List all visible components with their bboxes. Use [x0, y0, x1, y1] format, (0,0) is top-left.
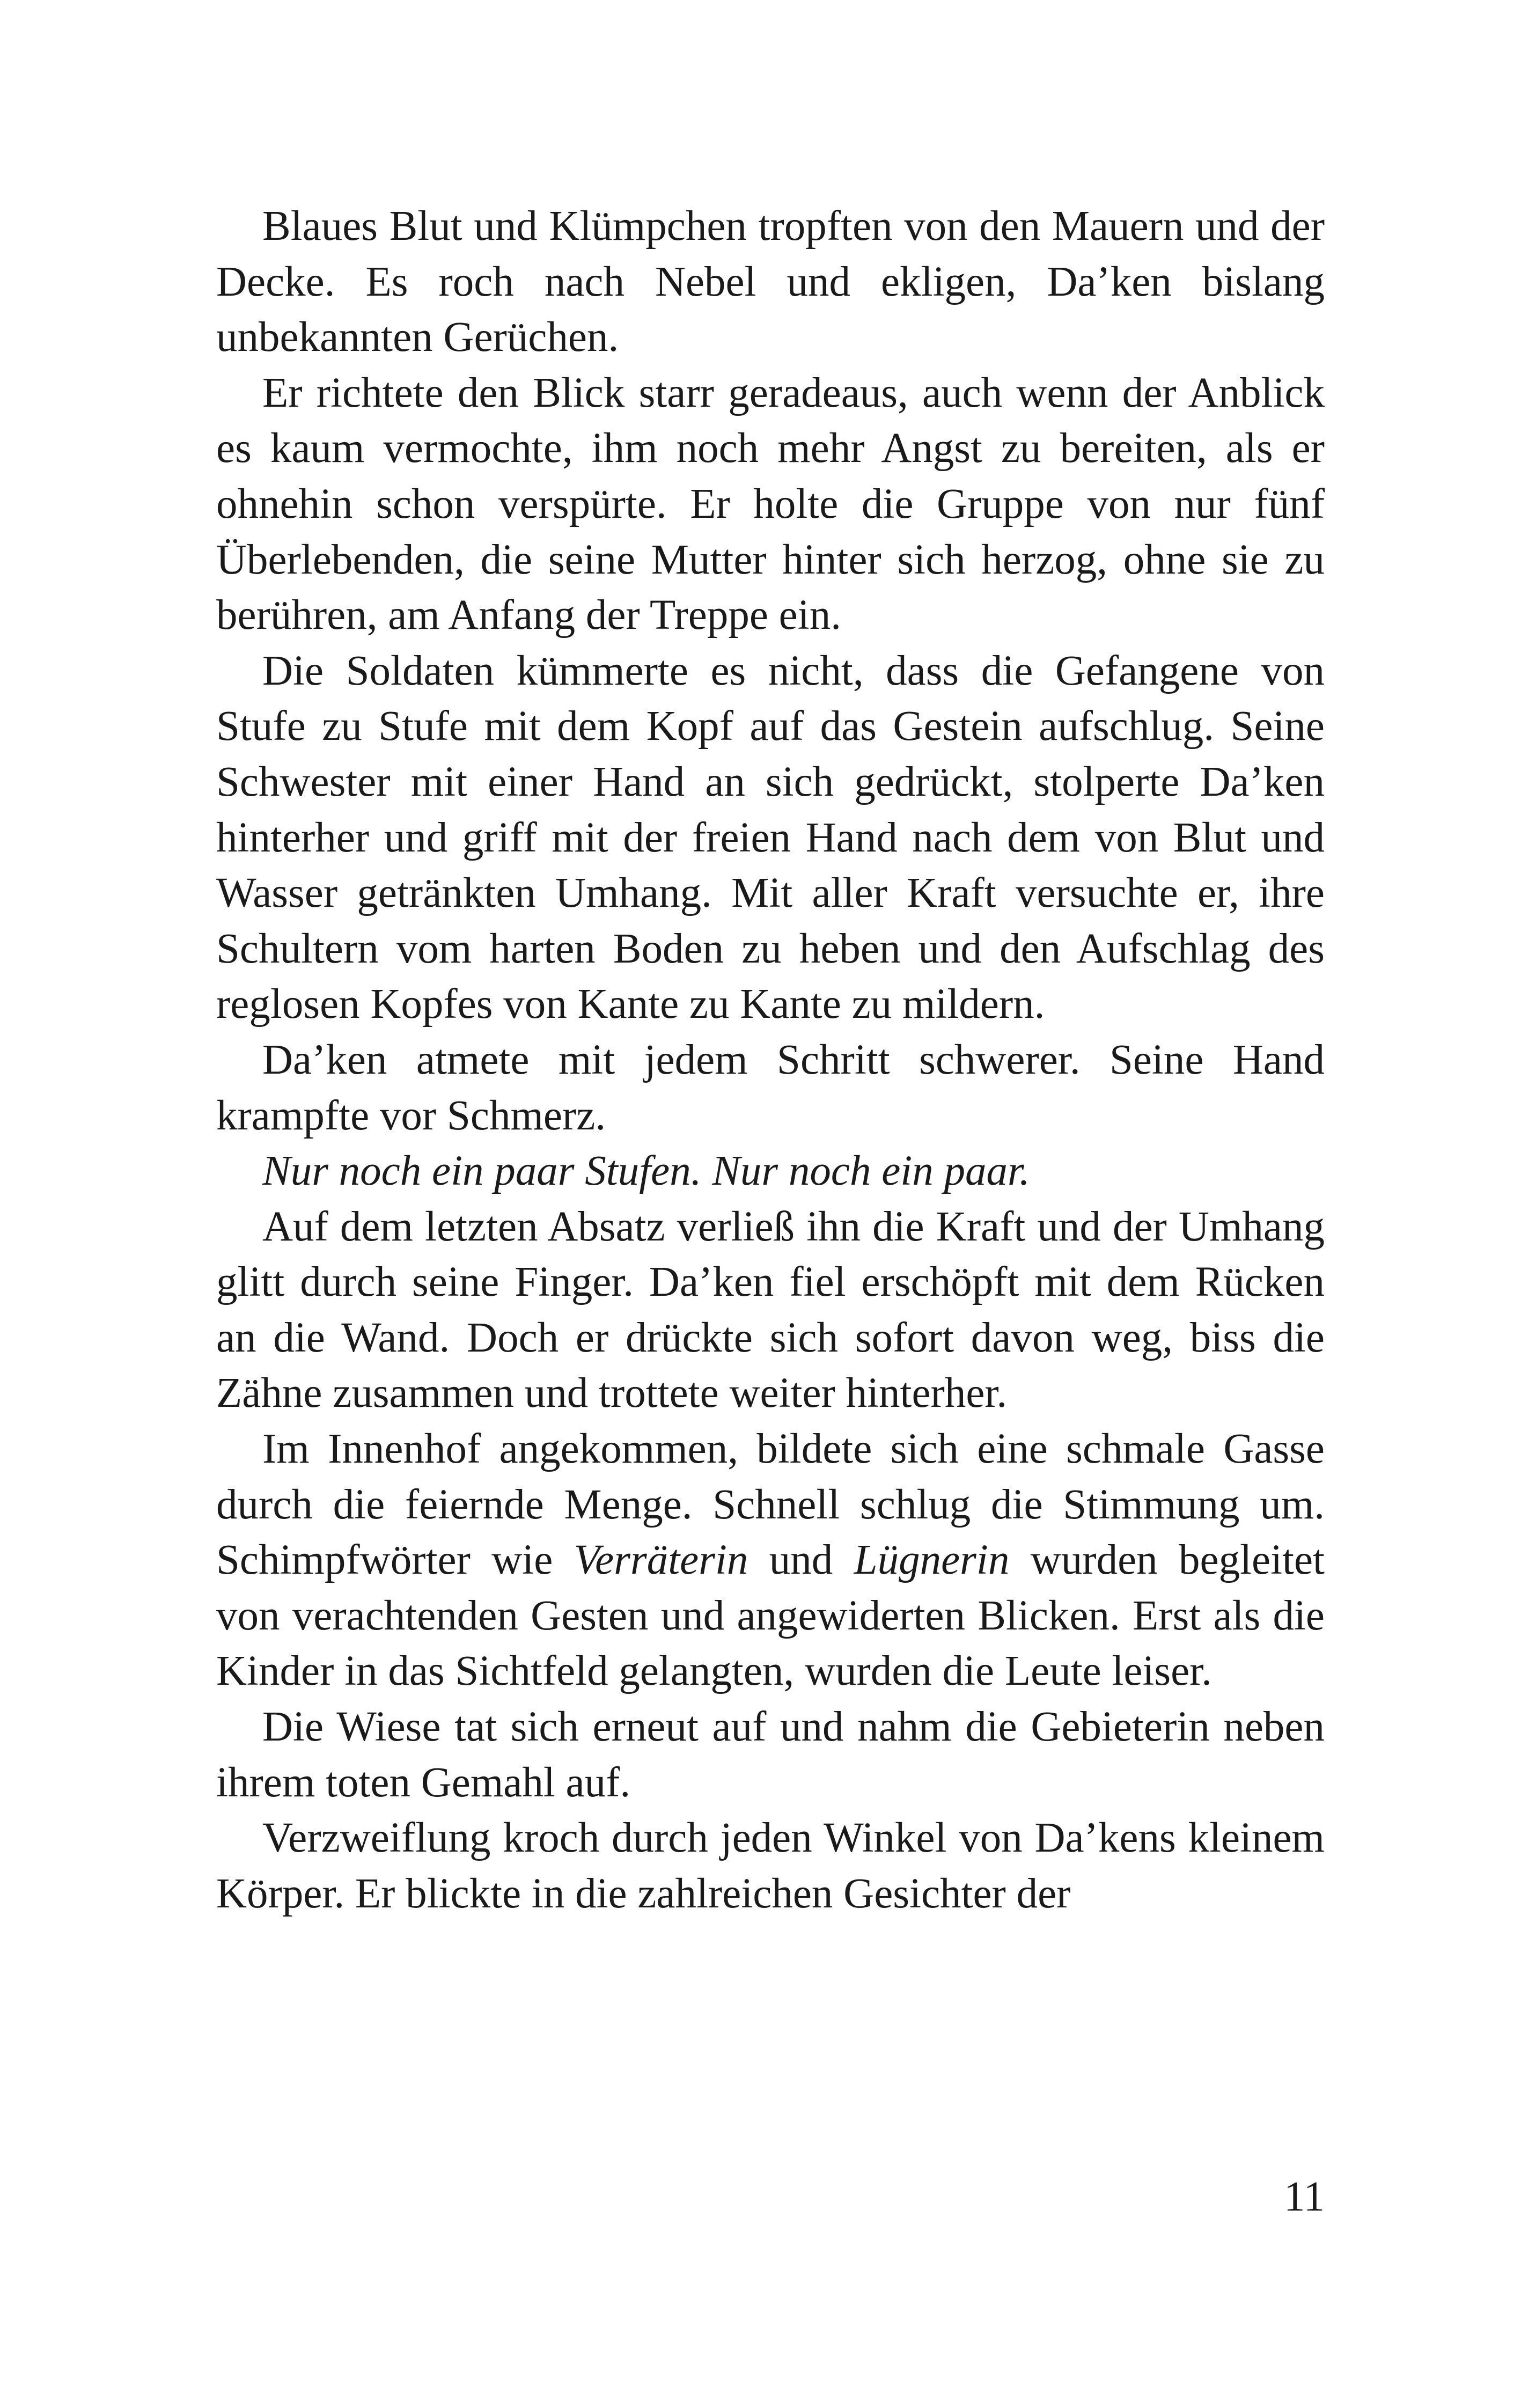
paragraph-7	[216, 1421, 1325, 1699]
paragraph-7-emphasis-verraeterin: Verräterin	[574, 1537, 748, 1584]
paragraph-5-italic-thought: Nur noch ein paar Stufen. Nur noch ein paar.	[262, 1148, 1030, 1195]
paragraph-7-emphasis-luegnerin: Lügnerin	[854, 1537, 1010, 1584]
paragraph-6: Auf dem letzten Absatz verließ ihn die Kraft und der Umhang glitt durch seine Finger. Da’ken fiel erschöpft mit dem Rücken an die Wand. Doch er drückte sich sofort davon weg, biss die Zähne zusammen und trottete weiter hinterher.	[216, 1203, 1325, 1417]
page-number: 11	[1283, 2174, 1325, 2220]
paragraph-8: Die Wiese tat sich erneut auf und nahm die Gebieterin neben ihrem toten Gemahl auf.	[216, 1704, 1325, 1806]
body-text	[216, 199, 1325, 1921]
paragraph-7-text-after: wurden begleitet von verachtenden Gesten und angewiderten Blicken. Erst als die Kinder in das Sichtfeld gelangten, wurden die Leute leiser.	[216, 1537, 1325, 1695]
paragraph-9: Verzweiflung kroch durch jeden Winkel von Da’kens kleinem Körper. Er blickte in die zahlreichen Gesichter der	[216, 1815, 1325, 1917]
paragraph-3: Die Soldaten kümmerte es nicht, dass die Gefangene von Stufe zu Stufe mit dem Kopf auf das Gestein aufschlug. Seine Schwester mit einer Hand an sich gedrückt, stolperte Da’ken hinterher und griff mit der freien Hand nach dem von Blut und Wasser getränkten Umhang. Mit aller Kraft versuchte er, ihre Schultern vom harten Boden zu heben und den Aufschlag des reglosen Kopfes von Kante zu Kante zu mildern.	[216, 647, 1325, 1028]
paragraph-1: Blaues Blut und Klümpchen tropften von den Mauern und der Decke. Es roch nach Nebel und ekligen, Da’ken bislang unbekannten Gerüchen.	[216, 203, 1325, 361]
paragraph-2: Er richtete den Blick starr geradeaus, auch wenn der Anblick es kaum vermochte, ihm noch mehr Angst zu bereiten, als er ohnehin schon verspürte. Er holte die Gruppe von nur fünf Überlebenden, die seine Mutter hinter sich herzog, ohne sie zu berühren, am Anfang der Treppe ein.	[216, 369, 1325, 639]
paragraph-4: Da’ken atmete mit jedem Schritt schwerer. Seine Hand krampfte vor Schmerz.	[216, 1036, 1325, 1139]
paragraph-7-text-mid: und	[748, 1537, 854, 1584]
paragraph-7-text-before: Im Innenhof angekommen, bildete sich eine schmale Gasse durch die feiernde Menge. Schnell schlug die Stimmung um. Schimpfwörter wie	[216, 1426, 1325, 1584]
